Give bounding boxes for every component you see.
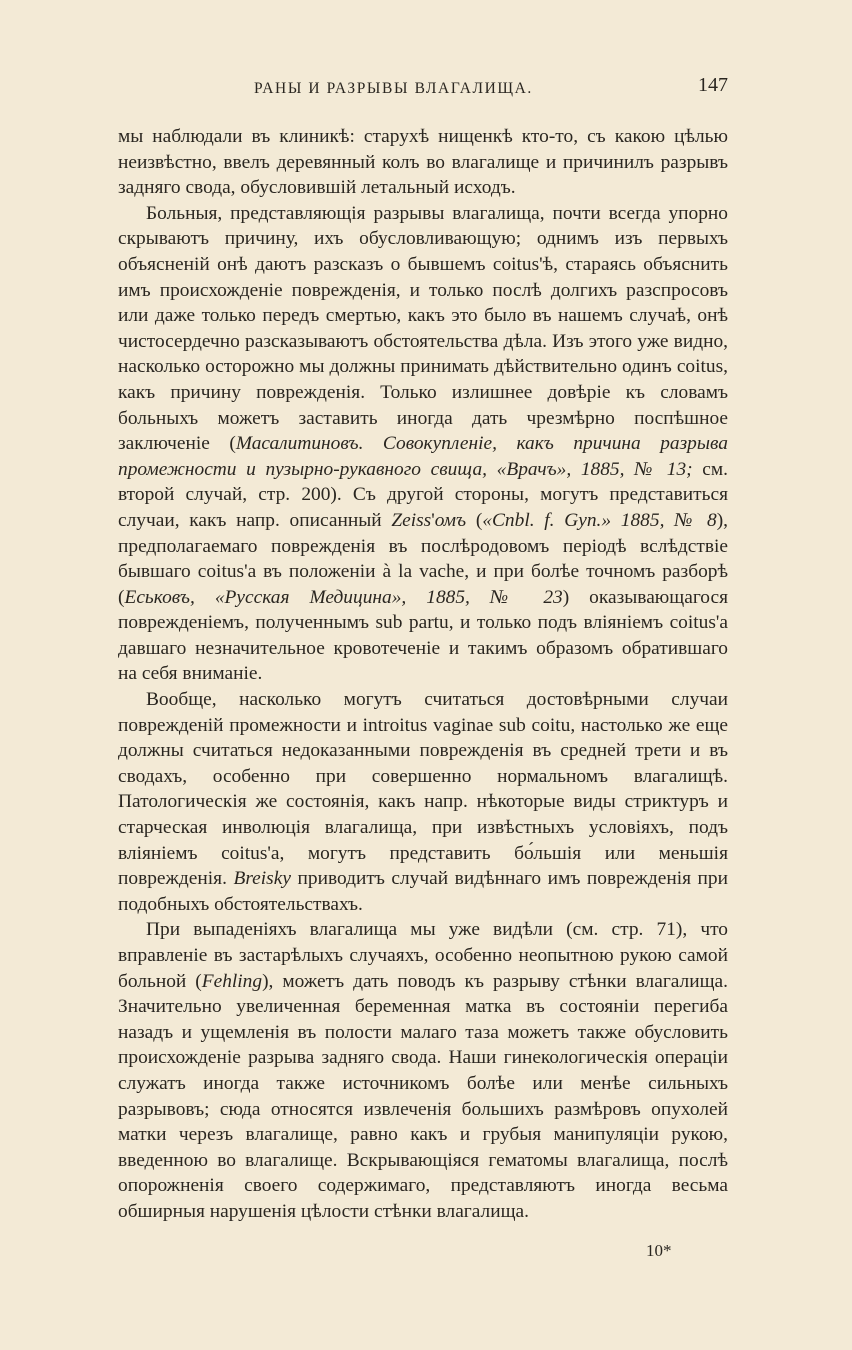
paragraph-text: Вообще, насколько могутъ считаться достовѣрными случаи поврежденій промежности и introitus vaginae sub coitu, настолько же еще должны считаться недоказанными поврежденія въ средней трети и въ сводахъ, особенно при совершенно нормальномъ влагалищѣ. Патологическія же состоянія, какъ напр. нѣкоторые виды стриктуръ и старческая инволюція влагалища, при извѣстныхъ условіяхъ, подъ вліяніемъ coitus'а, могутъ представить бо́льшія или меньшія поврежденія. (118, 689, 728, 890)
paragraph-text: ) оказывающагося поврежденіемъ, полученнымъ sub partu, и только подъ вліяніемъ coitus'а давшаго незначительное кровотеченіе и такимъ образомъ обратившаго на себя вниманіе. (118, 586, 728, 685)
paragraph-text: Больныя, представляющія разрывы влагалища, почти всегда упорно скрываютъ причину, ихъ обусловливающую; однимъ изъ первыхъ объясненій онѣ даютъ разсказъ о бывшемъ coitus'ѣ, стараясь объяснить имъ происхожденіе поврежденія, и только послѣ долгихъ разспросовъ или даже только передъ смертью, какъ это было въ нашемъ случаѣ, онѣ чистосердечно разсказываютъ обстоятельства дѣла. Изъ этого уже видно, насколько осторожно мы должны принимать дѣйствительно одинъ coitus, какъ причину поврежденія. Только излишнее довѣріе къ словамъ больныхъ можетъ заставить иногда дать чрезмѣрно поспѣшное заключеніе ( (118, 202, 728, 455)
printer-signature-mark: 10* (646, 1241, 672, 1260)
paragraph-text: ' (431, 509, 435, 531)
paragraph-text: ), можетъ дать поводъ къ разрыву стѣнки влагалища. Значительно увеличенная беременная матка въ состояніи перегиба назадъ и ущемленія въ полости малаго таза можетъ также обусловить происхожденіе разрыва задняго свода. Наши гинекологическія операціи служатъ иногда также источникомъ болѣе или менѣе сильныхъ разрывовъ; сюда относятся извлеченія большихъ размѣровъ опухолей матки черезъ влагалище, равно какъ и грубыя манипуляціи рукою, введенною во влагалище. Вскрывающіяся гематомы влагалища, послѣ опорожненія своего содержимаго, представляютъ иногда весьма обширныя нарушенія цѣлости стѣнки влагалища. (118, 970, 728, 1222)
paragraph-text: приводитъ случай видѣннаго имъ поврежденія при подобныхъ обстоятельствахъ. (118, 868, 729, 915)
italic-citation-text: Еськовъ, «Русская Медицина», 1885, № 23 (124, 586, 563, 608)
italic-citation-text: омъ (434, 509, 467, 531)
paragraph-text: ), предполагаемаго поврежденія въ послѣродовомъ періодѣ вслѣдствіе бывшаго coitus'а въ положеніи à la vache, и при болѣе точномъ разборѣ ( (118, 509, 729, 608)
body-text (118, 124, 728, 1225)
italic-citation-text: Fehling (201, 970, 263, 992)
paragraph-text: см. второй случай, стр. 200). Съ другой стороны, могутъ представиться случаи, какъ напр. описанный (118, 458, 728, 531)
italic-citation-text: «Cnbl. f. Gyn.» 1885, № 8 (482, 509, 717, 531)
italic-citation-text: Zeiss (391, 509, 432, 531)
paragraph-text: мы наблюдали въ клиникѣ: старухѣ нищенкѣ кто-то, съ какою цѣлью неизвѣстно, ввелъ деревянный колъ во влагалище и причинилъ разрывъ задняго свода, обусловившій летальный исходъ. (118, 126, 728, 199)
paragraph-text: ( (466, 509, 483, 531)
running-head-title: РАНЫ И РАЗРЫВЫ ВЛАГАЛИЩА. (254, 80, 533, 97)
page-number: 147 (698, 74, 728, 96)
paragraph (118, 124, 728, 201)
paragraph-text: При выпаденіяхъ влагалища мы уже видѣли (см. стр. 71), что вправленіе въ застарѣлыхъ случаяхъ, особенно неопытною рукою самой больной ( (118, 919, 728, 992)
italic-citation-text: Breisky (233, 868, 291, 890)
italic-citation-text: Масалитиновъ. Совокупленіе, какъ причина разрыва промежности и пузырно-рукавного свища, «Врачъ», 1885, № 13; (118, 433, 728, 480)
paragraph (118, 687, 728, 917)
paragraph (118, 917, 728, 1224)
paragraph (118, 201, 728, 687)
